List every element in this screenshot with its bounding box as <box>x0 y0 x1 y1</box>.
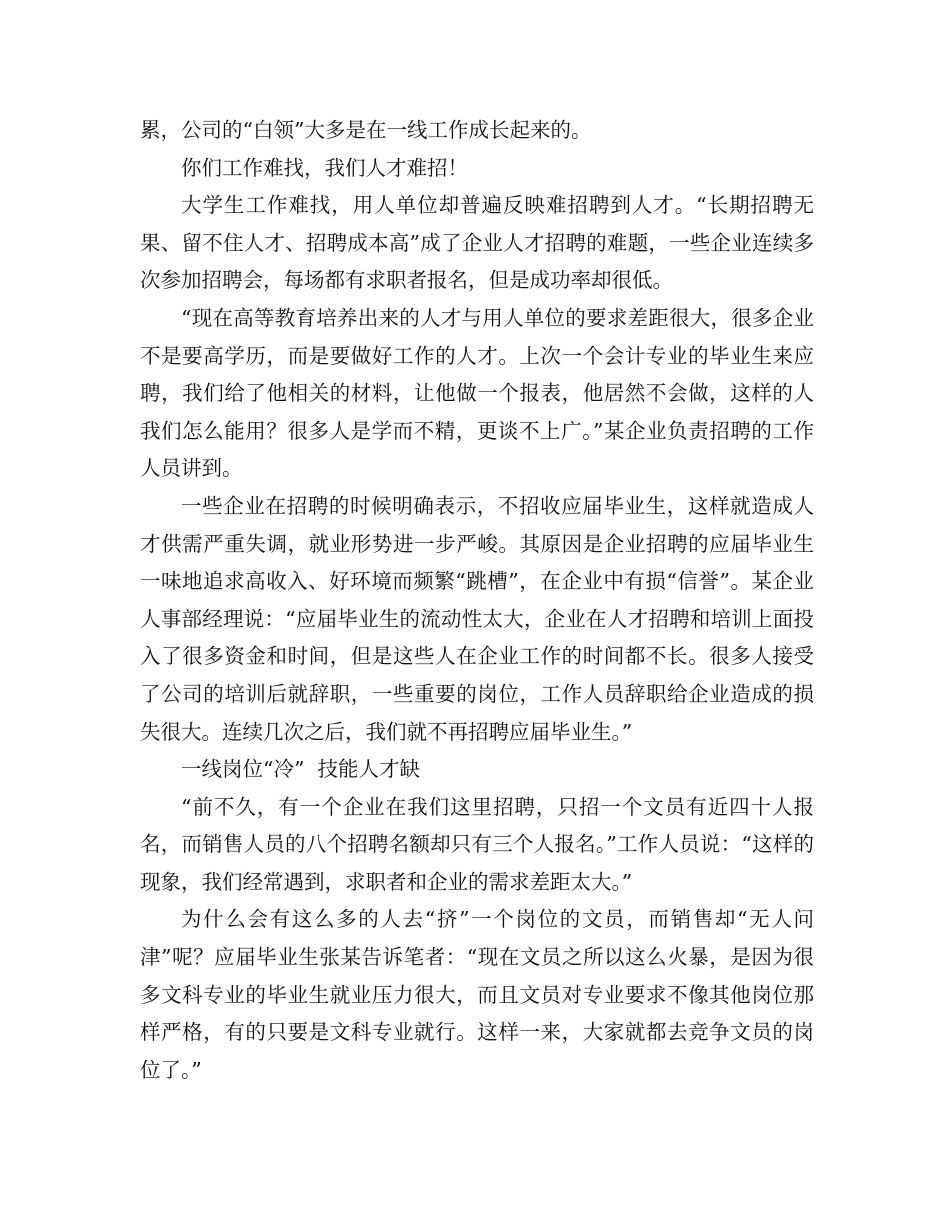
document-body <box>140 112 814 1089</box>
paragraph: 一些企业在招聘的时候明确表示，不招收应届毕业生，这样就造成人才供需严重失调，就业形势进一步严峻。其原因是企业招聘的应届毕业生一味地追求高收入、好环境而频繁“跳槽”，在企业中有损“信誉”。某企业人事部经理说：“应届毕业生的流动性太大，企业在人才招聘和培训上面投入了很多资金和时间，但是这些人在企业工作的时间都不长。很多人接受了公司的培训后就辞职，一些重要的岗位，工作人员辞职给企业造成的损失很大。连续几次之后，我们就不再招聘应届毕业生。” <box>140 493 814 744</box>
section-heading-hiring-difficulty: 你们工作难找，我们人才难招！ <box>181 155 468 180</box>
paragraph-continuation: 累，公司的“白领”大多是在一线工作成长起来的。 <box>140 118 592 142</box>
paragraph: 为什么会有这么多的人去“挤”一个岗位的文员，而销售却“无人问津”呢？应届毕业生张某告诉笔者：“现在文员之所以这么火暴，是因为很多文科专业的毕业生就业压力很大，而且文员对专业要求不像其他岗位那样严格，有的只要是文科专业就行。这样一来，大家就都去竞争文员的岗位了。” <box>140 907 814 1082</box>
paragraph: 大学生工作难找，用人单位却普遍反映难招聘到人才。“长期招聘无果、留不住人才、招聘成本高”成了企业人才招聘的难题，一些企业连续多次参加招聘会，每场都有求职者报名，但是成功率却很低。 <box>140 193 814 293</box>
paragraph: “前不久，有一个企业在我们这里招聘，只招一个文员有近四十人报名，而销售人员的八个招聘名额却只有三个人报名。”工作人员说：“这样的现象，我们经常遇到，求职者和企业的需求差距太大。” <box>140 794 814 894</box>
paragraph: “现在高等教育培养出来的人才与用人单位的要求差距很大，很多企业不是要高学历，而是要做好工作的人才。上次一个会计专业的毕业生来应聘，我们给了他相关的材料，让他做一个报表，他居然不会做，这样的人我们怎么能用？很多人是学而不精，更谈不上广。”某企业负责招聘的工作人员讲到。 <box>140 305 814 481</box>
section-heading-skilled-talent: 一线岗位“冷” 技能人才缺 <box>181 757 420 782</box>
